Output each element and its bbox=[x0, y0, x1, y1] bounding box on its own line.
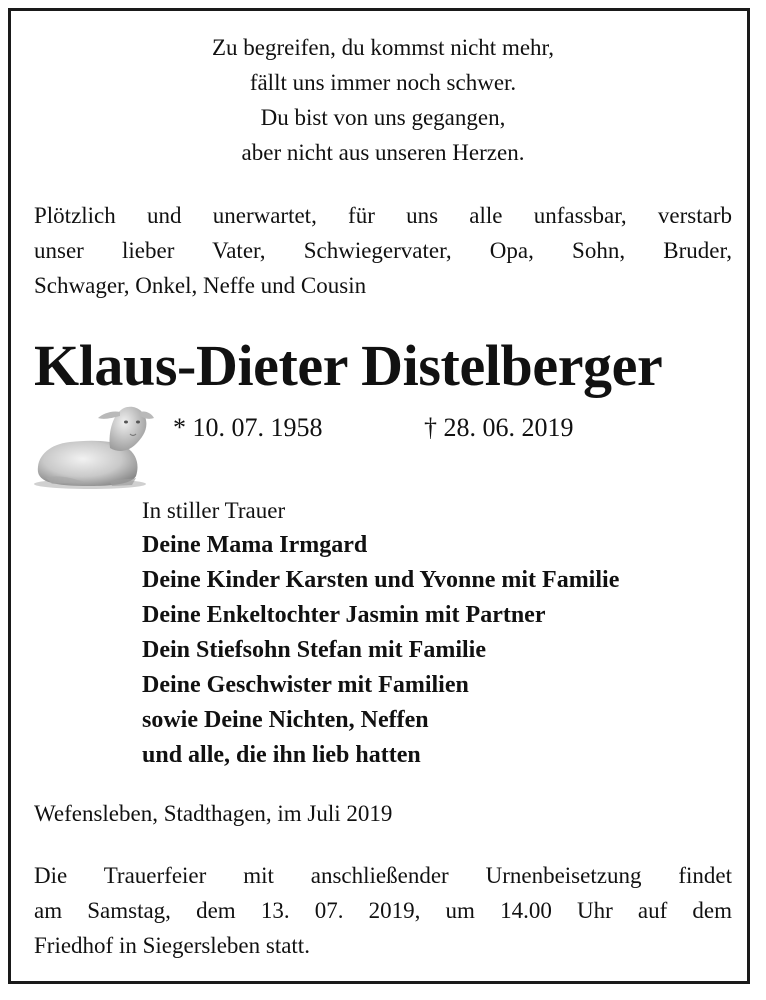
poem-line: fällt uns immer noch schwer. bbox=[249, 70, 517, 95]
mourner-line: Deine Kinder Karsten und Yvonne mit Familie bbox=[142, 567, 620, 593]
funeral-line: am Samstag, dem 13. 07. 2019, um 14.00 Uhr auf dem bbox=[34, 898, 732, 923]
poem-line: Du bist von uns gegangen, bbox=[260, 105, 506, 130]
place-and-date: Wefensleben, Stadthagen, im Juli 2019 bbox=[34, 801, 393, 826]
poem bbox=[0, 30, 766, 170]
mourner-line: Dein Stiefsohn Stefan mit Familie bbox=[142, 637, 486, 663]
intro-paragraph bbox=[34, 198, 732, 303]
mourning-intro: In stiller Trauer bbox=[142, 498, 286, 523]
lamb-icon bbox=[32, 398, 154, 490]
intro-line: Schwager, Onkel, Neffe und Cousin bbox=[34, 273, 367, 298]
mourner-line: Deine Mama Irmgard bbox=[142, 532, 368, 558]
funeral-line: Friedhof in Siegersleben statt. bbox=[34, 933, 310, 958]
mourners-block bbox=[142, 493, 619, 773]
funeral-line: Die Trauerfeier mit anschließender Urnenbeisetzung findet bbox=[34, 863, 732, 888]
mourner-line: und alle, die ihn lieb hatten bbox=[142, 742, 421, 768]
deceased-name: Klaus-Dieter Distelberger bbox=[34, 333, 663, 398]
intro-line: Plötzlich und unerwartet, für uns alle unfassbar, verstarb bbox=[34, 203, 732, 228]
mourner-line: Deine Geschwister mit Familien bbox=[142, 672, 469, 698]
birth-date: * 10. 07. 1958 bbox=[173, 413, 323, 442]
intro-line: unser lieber Vater, Schwiegervater, Opa, Sohn, Bruder, bbox=[34, 238, 732, 263]
mourner-line: Deine Enkeltochter Jasmin mit Partner bbox=[142, 602, 546, 628]
death-date: † 28. 06. 2019 bbox=[424, 413, 574, 442]
funeral-details bbox=[34, 858, 732, 963]
mourner-line: sowie Deine Nichten, Neffen bbox=[142, 707, 429, 733]
poem-line: aber nicht aus unseren Herzen. bbox=[241, 140, 525, 165]
poem-line: Zu begreifen, du kommst nicht mehr, bbox=[211, 35, 555, 60]
